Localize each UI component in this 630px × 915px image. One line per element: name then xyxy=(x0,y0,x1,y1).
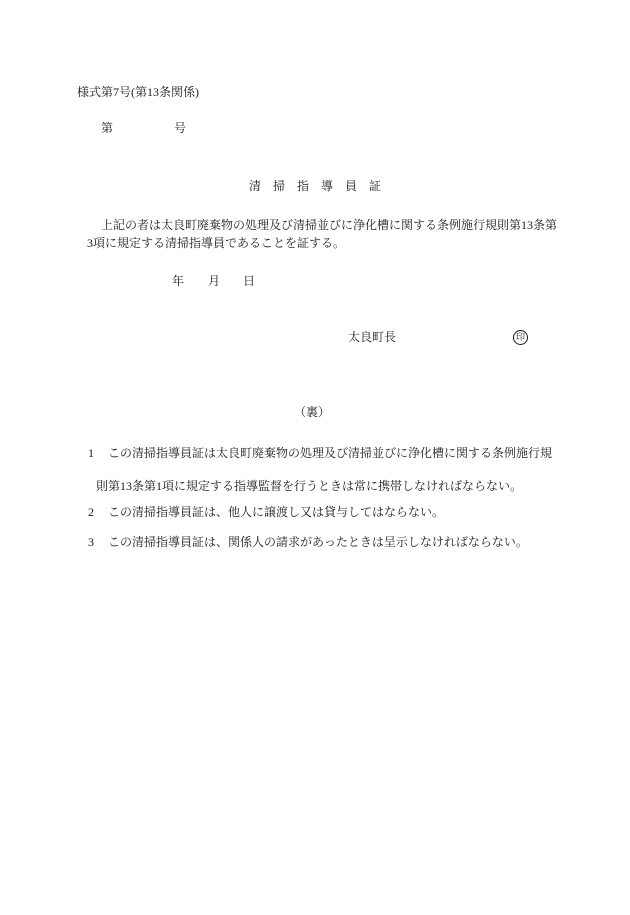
number-prefix: 第 xyxy=(101,121,114,135)
note-line: この清掃指導員証は、関係人の請求があったときは呈示しなければならない。 xyxy=(108,535,528,549)
number-suffix: 号 xyxy=(174,121,187,135)
certification-line: 上記の者は太良町廃棄物の処理及び清掃並びに浄化槽に関する条例施行規則第13条第 xyxy=(101,218,558,232)
seal-mark: 印 xyxy=(513,330,528,345)
note-number: 1 xyxy=(88,446,94,460)
date-day: 日 xyxy=(243,274,256,288)
back-side-label: （裏） xyxy=(293,405,330,419)
note-line: 則第13条第1項に規定する指導監督を行うときは常に携帯しなければならない。 xyxy=(96,479,523,493)
note-number: 3 xyxy=(88,535,94,549)
note-number: 2 xyxy=(88,505,94,519)
certification-line: 3項に規定する清掃指導員であることを証する。 xyxy=(87,236,346,250)
date-year: 年 xyxy=(172,274,185,288)
document-title: 清 掃 指 導 員 証 xyxy=(249,179,382,193)
note-line: この清掃指導員証は、他人に譲渡し又は貸与してはならない。 xyxy=(108,505,445,519)
issuer-name: 太良町長 xyxy=(348,330,397,344)
note-line: この清掃指導員証は太良町廃棄物の処理及び清掃並びに浄化槽に関する条例施行規 xyxy=(108,446,553,460)
date-month: 月 xyxy=(208,274,221,288)
form-label: 様式第7号(第13条関係) xyxy=(77,85,199,99)
